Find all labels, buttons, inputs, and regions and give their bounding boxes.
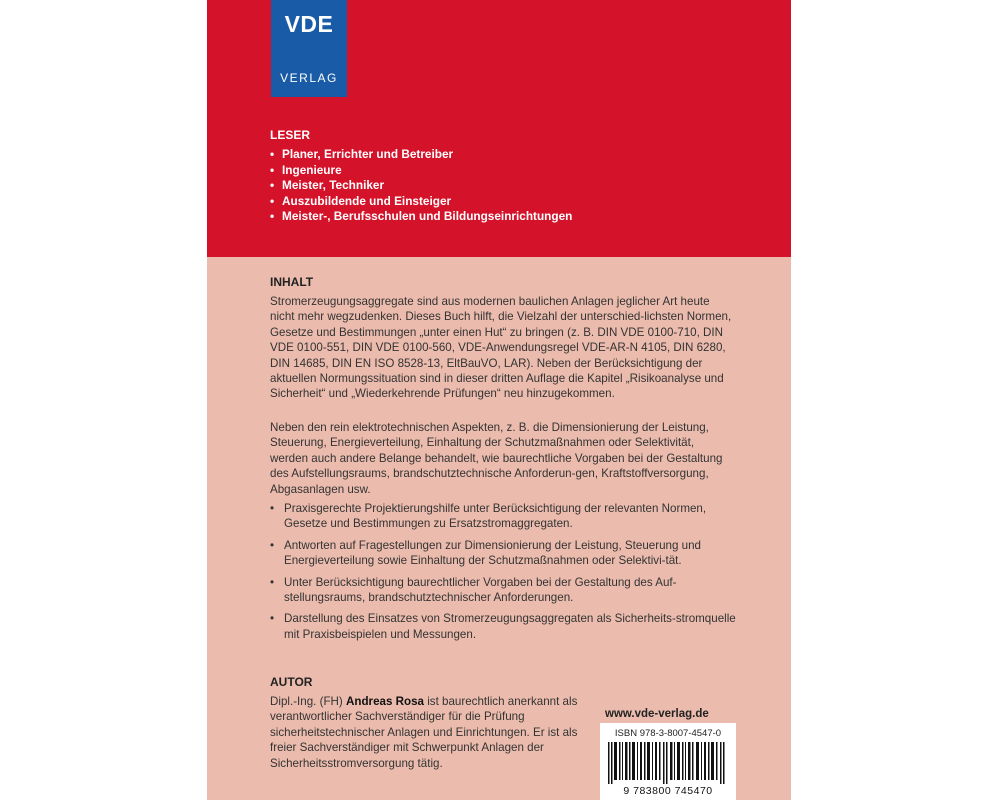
leser-item: • Planer, Errichter und Betreiber: [270, 147, 454, 161]
author-name: Andreas Rosa: [346, 695, 424, 708]
publisher-url[interactable]: www.vde-verlag.de: [605, 708, 709, 720]
inhalt-paragraph-1: Stromerzeugungsaggregate sind aus modernen baulichen Anlagen jeglicher Art heute nicht mehr wegzudenken. Dieses Buch hilft, die Vielzahl der unterschied-lichsten Normen, Gesetze und Bestimmungen „unter einen Hut“ zu bringen (z. B. DIN VDE 0100-710, DIN VDE 0100-551, DIN VDE 0100-560, VDE-Anwendungsregel VDE-AR-N 4105, DIN 6280, DIN 14685, DIN EN ISO 8528-13, EltBauVO, LAR). Neben der Berücksichtigung der aktuellen Normungssituation sind in dieser dritten Auflage die Kapitel „Risikoanalyse und Sicherheit“ und „Wiederkehrende Prüfungen“ neu hinzugekommen.: [270, 295, 732, 401]
bullet-icon: •: [270, 147, 275, 161]
logo-subline: VERLAG: [280, 71, 338, 85]
vde-verlag-logo: [271, 0, 347, 97]
bullet-icon: •: [270, 209, 275, 223]
inhalt-bullet-item: • Darstellung des Einsatzes von Stromerzeugungsaggregaten als Sicherheits-stromquelle mit Praxisbeispielen und Messungen.: [270, 612, 736, 641]
barcode-bars: [608, 742, 728, 784]
leser-item: • Meister-, Berufsschulen und Bildungseinrichtungen: [270, 209, 573, 223]
autor-heading: AUTOR: [270, 675, 313, 689]
isbn-barcode: [600, 723, 736, 800]
autor-text: Dipl.-Ing. (FH) Andreas Rosa ist baurechtlich anerkannt als verantwortlicher Sachverständiger für die Prüfung sicherheitstechnischer Anlagen und Einrichtungen. Er ist als freier Sachverständiger mit Schwerpunkt Anlagen der Sicherheitsstromversorgung tätig.: [270, 695, 578, 770]
leser-list: [270, 147, 572, 225]
book-back-cover: [207, 0, 791, 800]
red-header-band: [207, 0, 791, 257]
inhalt-bullet-item: • Antworten auf Fragestellungen zur Dimensionierung der Leistung, Steuerung und Energieverteilung sowie Einhaltung der Schutzmaßnahmen oder Selektivi-tät.: [270, 538, 701, 568]
leser-item: • Auszubildende und Einsteiger: [270, 193, 452, 208]
bullet-icon: •: [270, 612, 275, 626]
bullet-icon: •: [270, 178, 275, 192]
inhalt-bullet-item: • Praxisgerechte Projektierungshilfe unter Berücksichtigung der relevanten Normen, Gesetze und Bestimmungen zu Ersatzstromaggregaten.: [270, 502, 707, 531]
leser-heading: LESER: [270, 128, 311, 142]
logo-mark: VDE: [284, 11, 334, 37]
bullet-icon: •: [270, 193, 275, 208]
leser-item: • Ingenieure: [270, 162, 342, 177]
barcode-digits: 9 783800 745470: [623, 785, 713, 797]
isbn-number: ISBN 978-3-8007-4547-0: [614, 728, 722, 739]
inhalt-heading: INHALT: [270, 275, 314, 289]
bullet-icon: •: [270, 162, 275, 177]
inhalt-bullet-list: [270, 501, 740, 648]
inhalt-bullet-item: • Unter Berücksichtigung baurechtlicher Vorgaben bei der Gestaltung des Auf-stellungsraums, brandschutztechnischer Anforderungen.: [270, 575, 677, 605]
inhalt-paragraph-2: Neben den rein elektrotechnischen Aspekten, z. B. die Dimensionierung der Leistung, Steuerung, Energieverteilung, Einhaltung der Schutzmaßnahmen oder Selektivität, werden auch andere Belange behandelt, wie baurechtliche Vorgaben bei der Gestaltung des Aufstellungsraums, brandschutztechnische Anforderun-gen, Kraftstoffversorgung, Abgasanlagen usw.: [270, 421, 723, 496]
bullet-icon: •: [270, 575, 275, 589]
bullet-icon: •: [270, 538, 275, 552]
leser-item: • Meister, Techniker: [270, 178, 385, 192]
bullet-icon: •: [270, 502, 275, 515]
